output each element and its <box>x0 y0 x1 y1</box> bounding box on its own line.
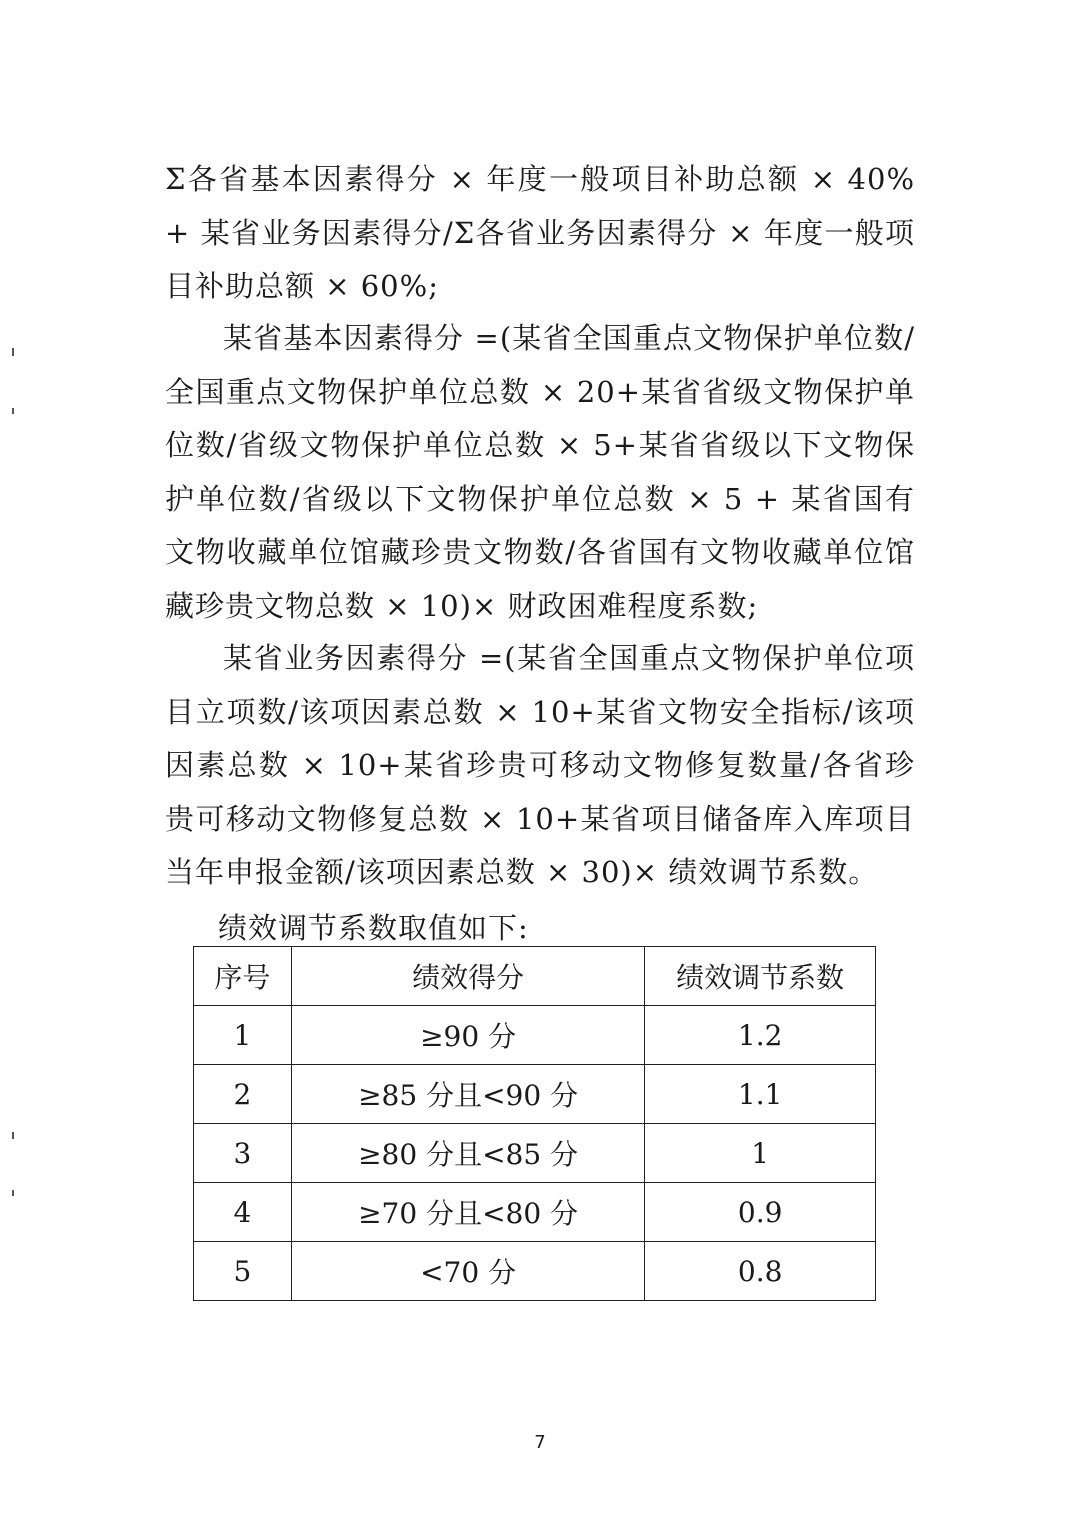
cell-score: <70 分 <box>291 1242 644 1301</box>
cell-coefficient: 1 <box>645 1124 876 1183</box>
scan-mark <box>12 408 14 414</box>
cell-score: ≥85 分且<90 分 <box>291 1065 644 1124</box>
cell-score: ≥80 分且<85 分 <box>291 1124 644 1183</box>
table-header-row <box>194 947 876 1006</box>
cell-index: 3 <box>194 1124 292 1183</box>
table-row <box>194 1006 876 1065</box>
scan-mark <box>12 1132 14 1139</box>
paragraph-basic-factor-score: 某省基本因素得分 =(某省全国重点文物保护单位数/全国重点文物保护单位总数 × 20+某省省级文物保护单位数/省级文物保护单位总数 × 5+某省省级以下文物保护单位数/省级以下文物保护单位总数 × 5 + 某省国有文物收藏单位馆藏珍贵文物数/各省国有文物收藏单位馆藏珍贵文物总数 × 10)× 财政困难程度系数; <box>165 321 915 623</box>
cell-index: 4 <box>194 1183 292 1242</box>
paragraph-formula-continued: Σ各省基本因素得分 × 年度一般项目补助总额 × 40% + 某省业务因素得分/Σ各省业务因素得分 × 年度一般项目补助总额 × 60%; <box>165 162 915 303</box>
table-caption: 绩效调节系数取值如下: <box>218 911 529 945</box>
header-coefficient: 绩效调节系数 <box>645 947 876 1006</box>
cell-coefficient: 0.9 <box>645 1183 876 1242</box>
page-number: 7 <box>534 1432 546 1453</box>
paragraph-business-factor-score: 某省业务因素得分 =(某省全国重点文物保护单位项目立项数/该项因素总数 × 10+某省文物安全指标/该项因素总数 × 10+某省珍贵可移动文物修复数量/各省珍贵可移动文物修复总数 × 10+某省项目储备库入库项目当年申报金额/该项因素总数 × 30)× 绩效调节系数。 <box>165 641 915 889</box>
cell-index: 1 <box>194 1006 292 1065</box>
header-index: 序号 <box>194 947 292 1006</box>
cell-score: ≥70 分且<80 分 <box>291 1183 644 1242</box>
table-row <box>194 1183 876 1242</box>
cell-index: 2 <box>194 1065 292 1124</box>
cell-coefficient: 0.8 <box>645 1242 876 1301</box>
table-row <box>194 1124 876 1183</box>
table-row <box>194 1242 876 1301</box>
scan-mark <box>12 1190 14 1196</box>
cell-coefficient: 1.1 <box>645 1065 876 1124</box>
scan-mark <box>12 348 14 356</box>
header-score: 绩效得分 <box>291 947 644 1006</box>
cell-coefficient: 1.2 <box>645 1006 876 1065</box>
cell-score: ≥90 分 <box>291 1006 644 1065</box>
performance-coefficient-table <box>193 946 876 1301</box>
cell-index: 5 <box>194 1242 292 1301</box>
table-row <box>194 1065 876 1124</box>
